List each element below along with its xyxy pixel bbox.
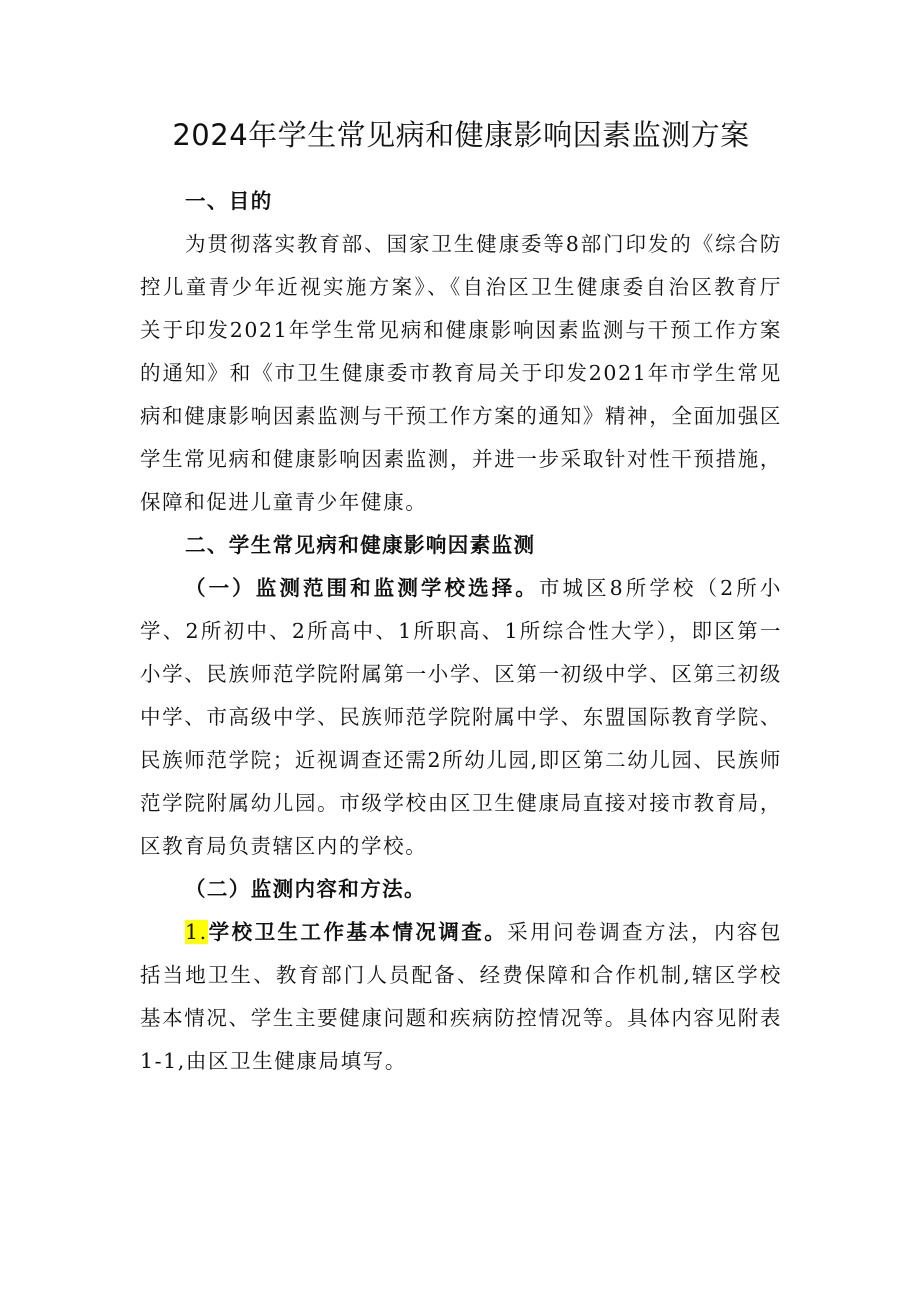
item-number-highlight: 1. bbox=[185, 920, 208, 944]
document-body bbox=[140, 180, 782, 1083]
purpose-paragraph: 为贯彻落实教育部、国家卫生健康委等8部门印发的《综合防控儿童青少年近视实施方案》、《自治区卫生健康委自治区教育厅关于印发2021年学生常见病和健康影响因素监测与干预工作方案的通知》和《市卫生健康委市教育局关于印发2021年市学生常见病和健康影响因素监测与干预工作方案的通知》精神，全面加强区学生常见病和健康影响因素监测，并进一步采取针对性干预措施，保障和促进儿童青少年健康。 bbox=[140, 232, 782, 514]
subsection-heading-content-methods: （二）监测内容和方法。 bbox=[185, 877, 426, 901]
document-title: 2024年学生常见病和健康影响因素监测方案 bbox=[172, 118, 750, 152]
school-health-survey-paragraph bbox=[140, 911, 782, 1083]
section-heading-monitoring: 二、学生常见病和健康影响因素监测 bbox=[185, 533, 536, 557]
monitoring-scope-lead: （一）监测范围和监测学校选择。 bbox=[185, 576, 539, 600]
monitoring-scope-body: 市城区8所学校（2所小学、2所初中、2所高中、1所职高、1所综合性大学），即区第一小学、民族师范学院附属第一小学、区第一初级中学、区第三初级中学、市高级中学、民族师范学院附属中学、东盟国际教育学院、民族师范学院；近视调查还需2所幼儿园,即区第二幼儿园、民族师范学院附属幼儿园。市级学校由区卫生健康局直接对接市教育局，区教育局负责辖区内的学校。 bbox=[140, 576, 783, 858]
monitoring-scope-paragraph bbox=[140, 567, 782, 868]
section-heading-purpose: 一、目的 bbox=[185, 189, 273, 213]
school-health-survey-lead: 学校卫生工作基本情况调查。 bbox=[207, 920, 508, 944]
school-health-survey-body: 采用问卷调查方法，内容包括当地卫生、教育部门人员配备、经费保障和合作机制,辖区学校基本情况、学生主要健康问题和疾病防控情况等。具体内容见附表1-1,由区卫生健康局填写。 bbox=[140, 920, 782, 1073]
